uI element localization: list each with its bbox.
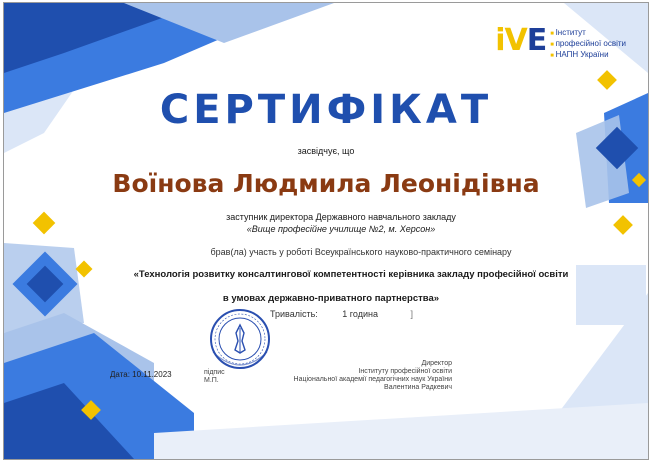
- signature-label: підпис: [204, 369, 225, 376]
- logo-mark-prefix: iV: [495, 23, 527, 58]
- issue-date: Дата: 10.11.2023: [110, 370, 172, 379]
- logo-mark: [495, 23, 547, 58]
- recipient-name: Воїнова Людмила Леонідівна: [112, 169, 540, 198]
- seal-label: М.П.: [204, 377, 219, 384]
- participation-line: брав(ла) участь у роботі Всеукраїнського науково-практичного семінару: [210, 247, 512, 257]
- director-line: Валентина Радкевич: [384, 384, 452, 391]
- logo-mark-suffix: E: [526, 23, 547, 58]
- duration-label: Тривалість:: [270, 309, 318, 319]
- signature-labels: [204, 369, 225, 385]
- director-line: Директор: [421, 360, 452, 367]
- position-line: заступник директора Державного навчального закладу: [226, 212, 456, 222]
- logo-line: ■ НАПН України: [550, 50, 626, 61]
- logo-line: ■ професійної освіти: [550, 39, 626, 50]
- director-line: Національної академії педагогічних наук України: [293, 376, 452, 383]
- institution-line: «Вище професійне училище №2, м. Херсон»: [246, 224, 436, 234]
- director-block: [294, 360, 452, 392]
- certificate-title: СЕРТИФІКАТ: [159, 87, 493, 133]
- certifies-text: засвідчує, що: [297, 146, 355, 156]
- logo-text: [550, 27, 626, 61]
- duration-end: ]: [410, 309, 413, 319]
- institute-logo: [495, 23, 626, 61]
- topic-line-2: в умовах державно-приватного партнерства»: [222, 293, 440, 304]
- topic-line-1: «Технологія розвитку консалтингової компетентності керівника закладу професійної освіти: [133, 269, 569, 280]
- director-line: Інституту професійної освіти: [358, 368, 452, 375]
- logo-line: ■ Інститут: [550, 28, 626, 39]
- duration: [270, 309, 413, 319]
- official-seal-icon: [209, 308, 271, 370]
- certificate: [3, 2, 649, 460]
- duration-value: 1 година: [342, 309, 378, 319]
